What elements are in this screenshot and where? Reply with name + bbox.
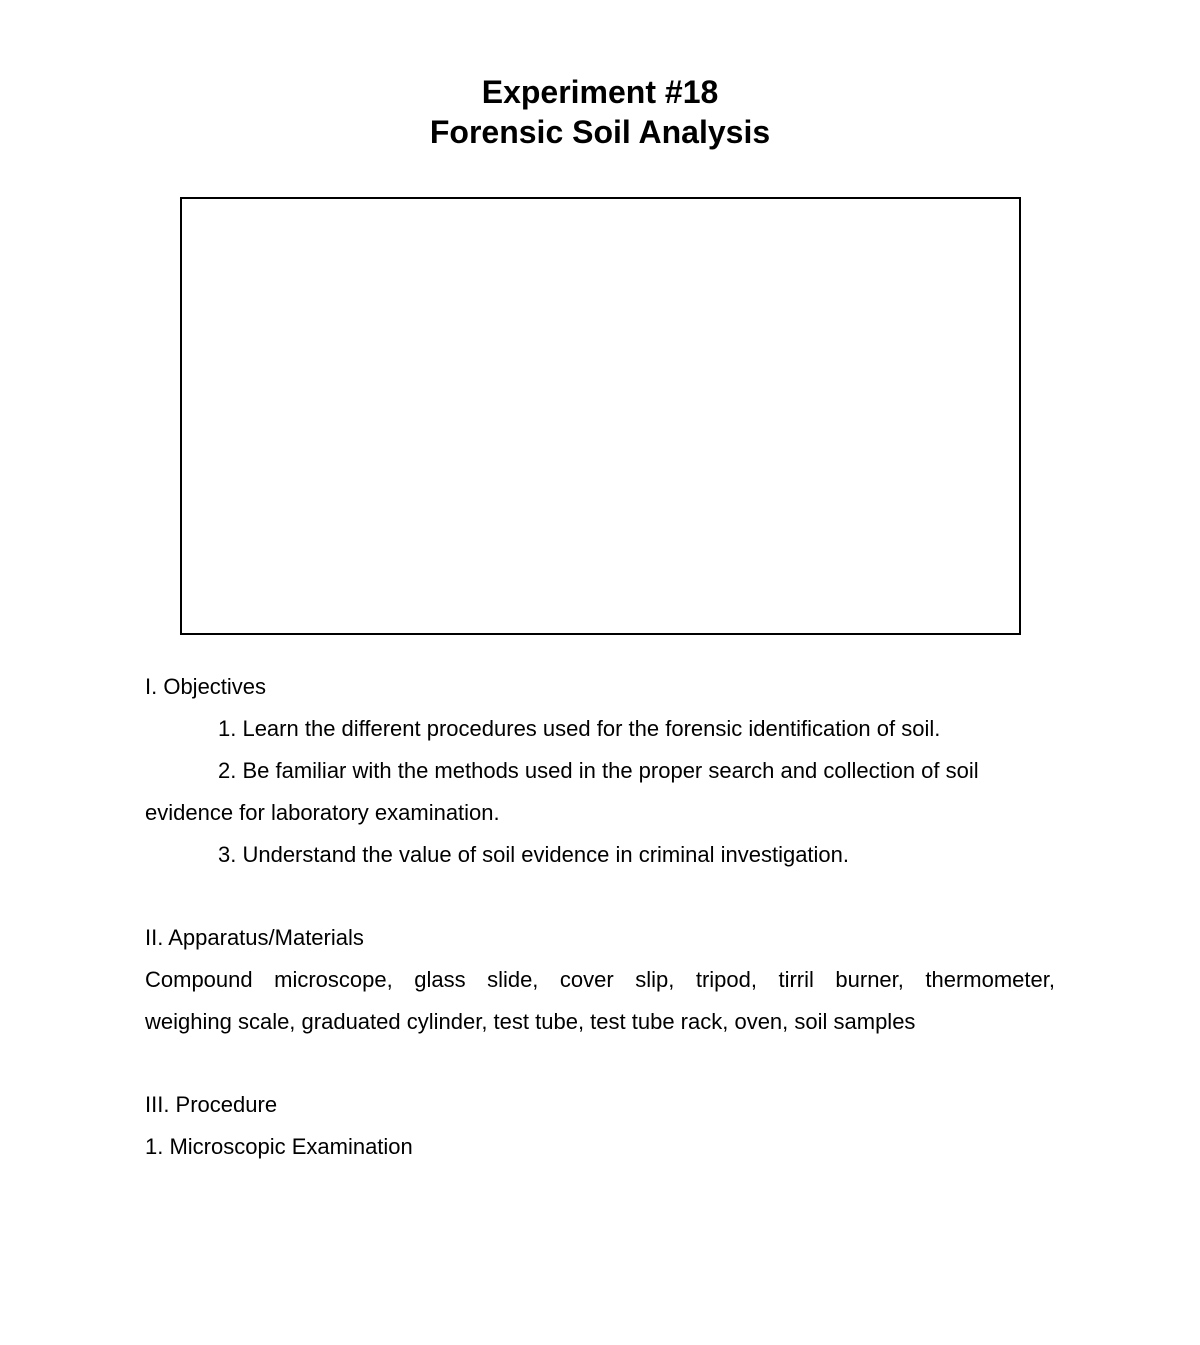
apparatus-list-line-2: weighing scale, graduated cylinder, test tube, test tube rack, oven, soil samples xyxy=(145,1009,916,1034)
procedure-heading: III. Procedure xyxy=(145,1092,278,1117)
title-line-subject: Forensic Soil Analysis xyxy=(429,114,771,150)
document-title xyxy=(0,72,1200,152)
spacer xyxy=(145,1043,1055,1084)
objective-item-3: 3. Understand the value of soil evidence in criminal investigation. xyxy=(218,842,850,867)
objective-item-2-line-1: 2. Be familiar with the methods used in the proper search and collection of soil xyxy=(218,758,979,783)
apparatus-list-line-1: Compound microscope, glass slide, cover slip, tripod, tirril burner, thermometer, xyxy=(145,967,1055,992)
apparatus-heading: II. Apparatus/Materials xyxy=(145,925,364,950)
spacer xyxy=(145,876,1055,917)
figure-frame xyxy=(180,197,1021,635)
objective-item-1: 1. Learn the different procedures used for the forensic identification of soil. xyxy=(218,716,941,741)
title-line-experiment: Experiment #18 xyxy=(481,74,719,110)
objectives-heading: I. Objectives xyxy=(145,674,267,699)
document-body xyxy=(145,666,1055,1168)
objective-item-2-line-2: evidence for laboratory examination. xyxy=(145,800,500,825)
procedure-step-1: 1. Microscopic Examination xyxy=(145,1134,413,1159)
